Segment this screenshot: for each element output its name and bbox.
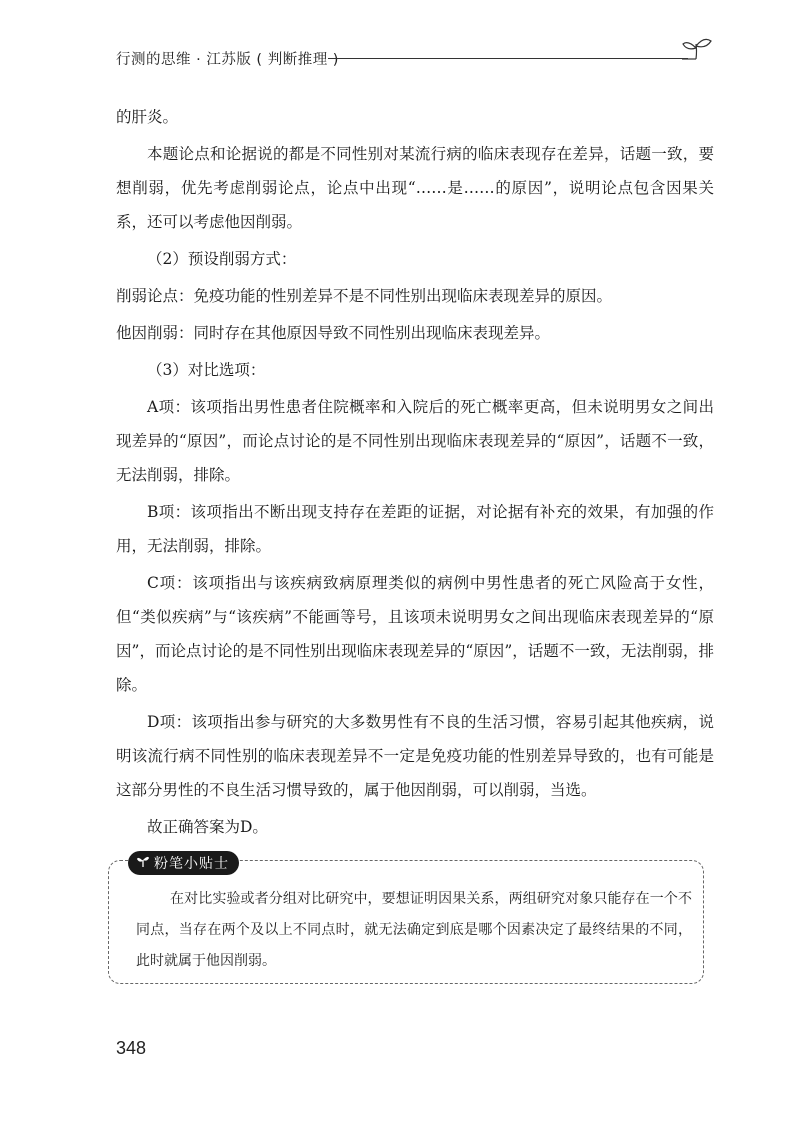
paragraph: A项：该项指出男性患者住院概率和入院后的死亡概率更高，但未说明男女之间出现差异的“原因”，而论点讨论的是不同性别出现临床表现差异的“原因”，话题不一致，无法削弱，排除。 xyxy=(116,398,714,484)
page-header xyxy=(116,36,716,72)
paragraph: 的肝炎。 xyxy=(116,108,179,126)
paragraph: （3）对比选项： xyxy=(147,361,266,379)
tip-label-text: 粉笔小贴士 xyxy=(154,856,229,872)
leaf-icon xyxy=(136,854,150,872)
tip-content xyxy=(136,884,692,977)
tip-paragraph: 在对比实验或者分组对比研究中，要想证明因果关系，两组研究对象只能存在一个不同点，当存在两个及以上不同点时，就无法确定到底是哪个因素决定了最终结果的不同，此时就属于他因削弱。 xyxy=(136,891,692,969)
paragraph: 故正确答案为D。 xyxy=(147,818,268,836)
answer-explanation xyxy=(116,100,714,847)
header-title: 行测的思维 · 江苏版 ( 判断推理 ) xyxy=(116,52,339,68)
paragraph: D项：该项指出参与研究的大多数男性有不良的生活习惯，容易引起其他疾病，说明该流行病不同性别的临床表现差异不一定是免疫功能的性别差异导致的，也有可能是这部分男性的不良生活习惯导致的，属于他因削弱，可以削弱，当选。 xyxy=(116,713,714,799)
sprout-icon xyxy=(678,36,718,70)
paragraph: 削弱论点：免疫功能的性别差异不是不同性别出现临床表现差异的原因。 xyxy=(116,287,613,305)
paragraph: B项：该项指出不断出现支持存在差距的证据，对论据有补充的效果，有加强的作用，无法削弱，排除。 xyxy=(116,503,714,555)
page-number: 348 xyxy=(116,1038,147,1058)
paragraph: 本题论点和论据说的都是不同性别对某流行病的临床表现存在差异，话题一致，要想削弱，优先考虑削弱论点，论点中出现“……是……的原因”，说明论点包含因果关系，还可以考虑他因削弱。 xyxy=(116,145,714,231)
paragraph: （2）预设削弱方式： xyxy=(147,250,297,268)
header-rule xyxy=(328,58,688,59)
tip-label xyxy=(128,851,239,875)
paragraph: C项：该项指出与该疾病致病原理类似的病例中男性患者的死亡风险高于女性，但“类似疾病”与“该疾病”不能画等号，且该项未说明男女之间出现临床表现差异的“原因”，而论点讨论的是不同性别出现临床表现差异的“原因”，话题不一致，无法削弱，排除。 xyxy=(116,574,714,694)
paragraph: 他因削弱：同时存在其他原因导致不同性别出现临床表现差异。 xyxy=(116,324,551,342)
